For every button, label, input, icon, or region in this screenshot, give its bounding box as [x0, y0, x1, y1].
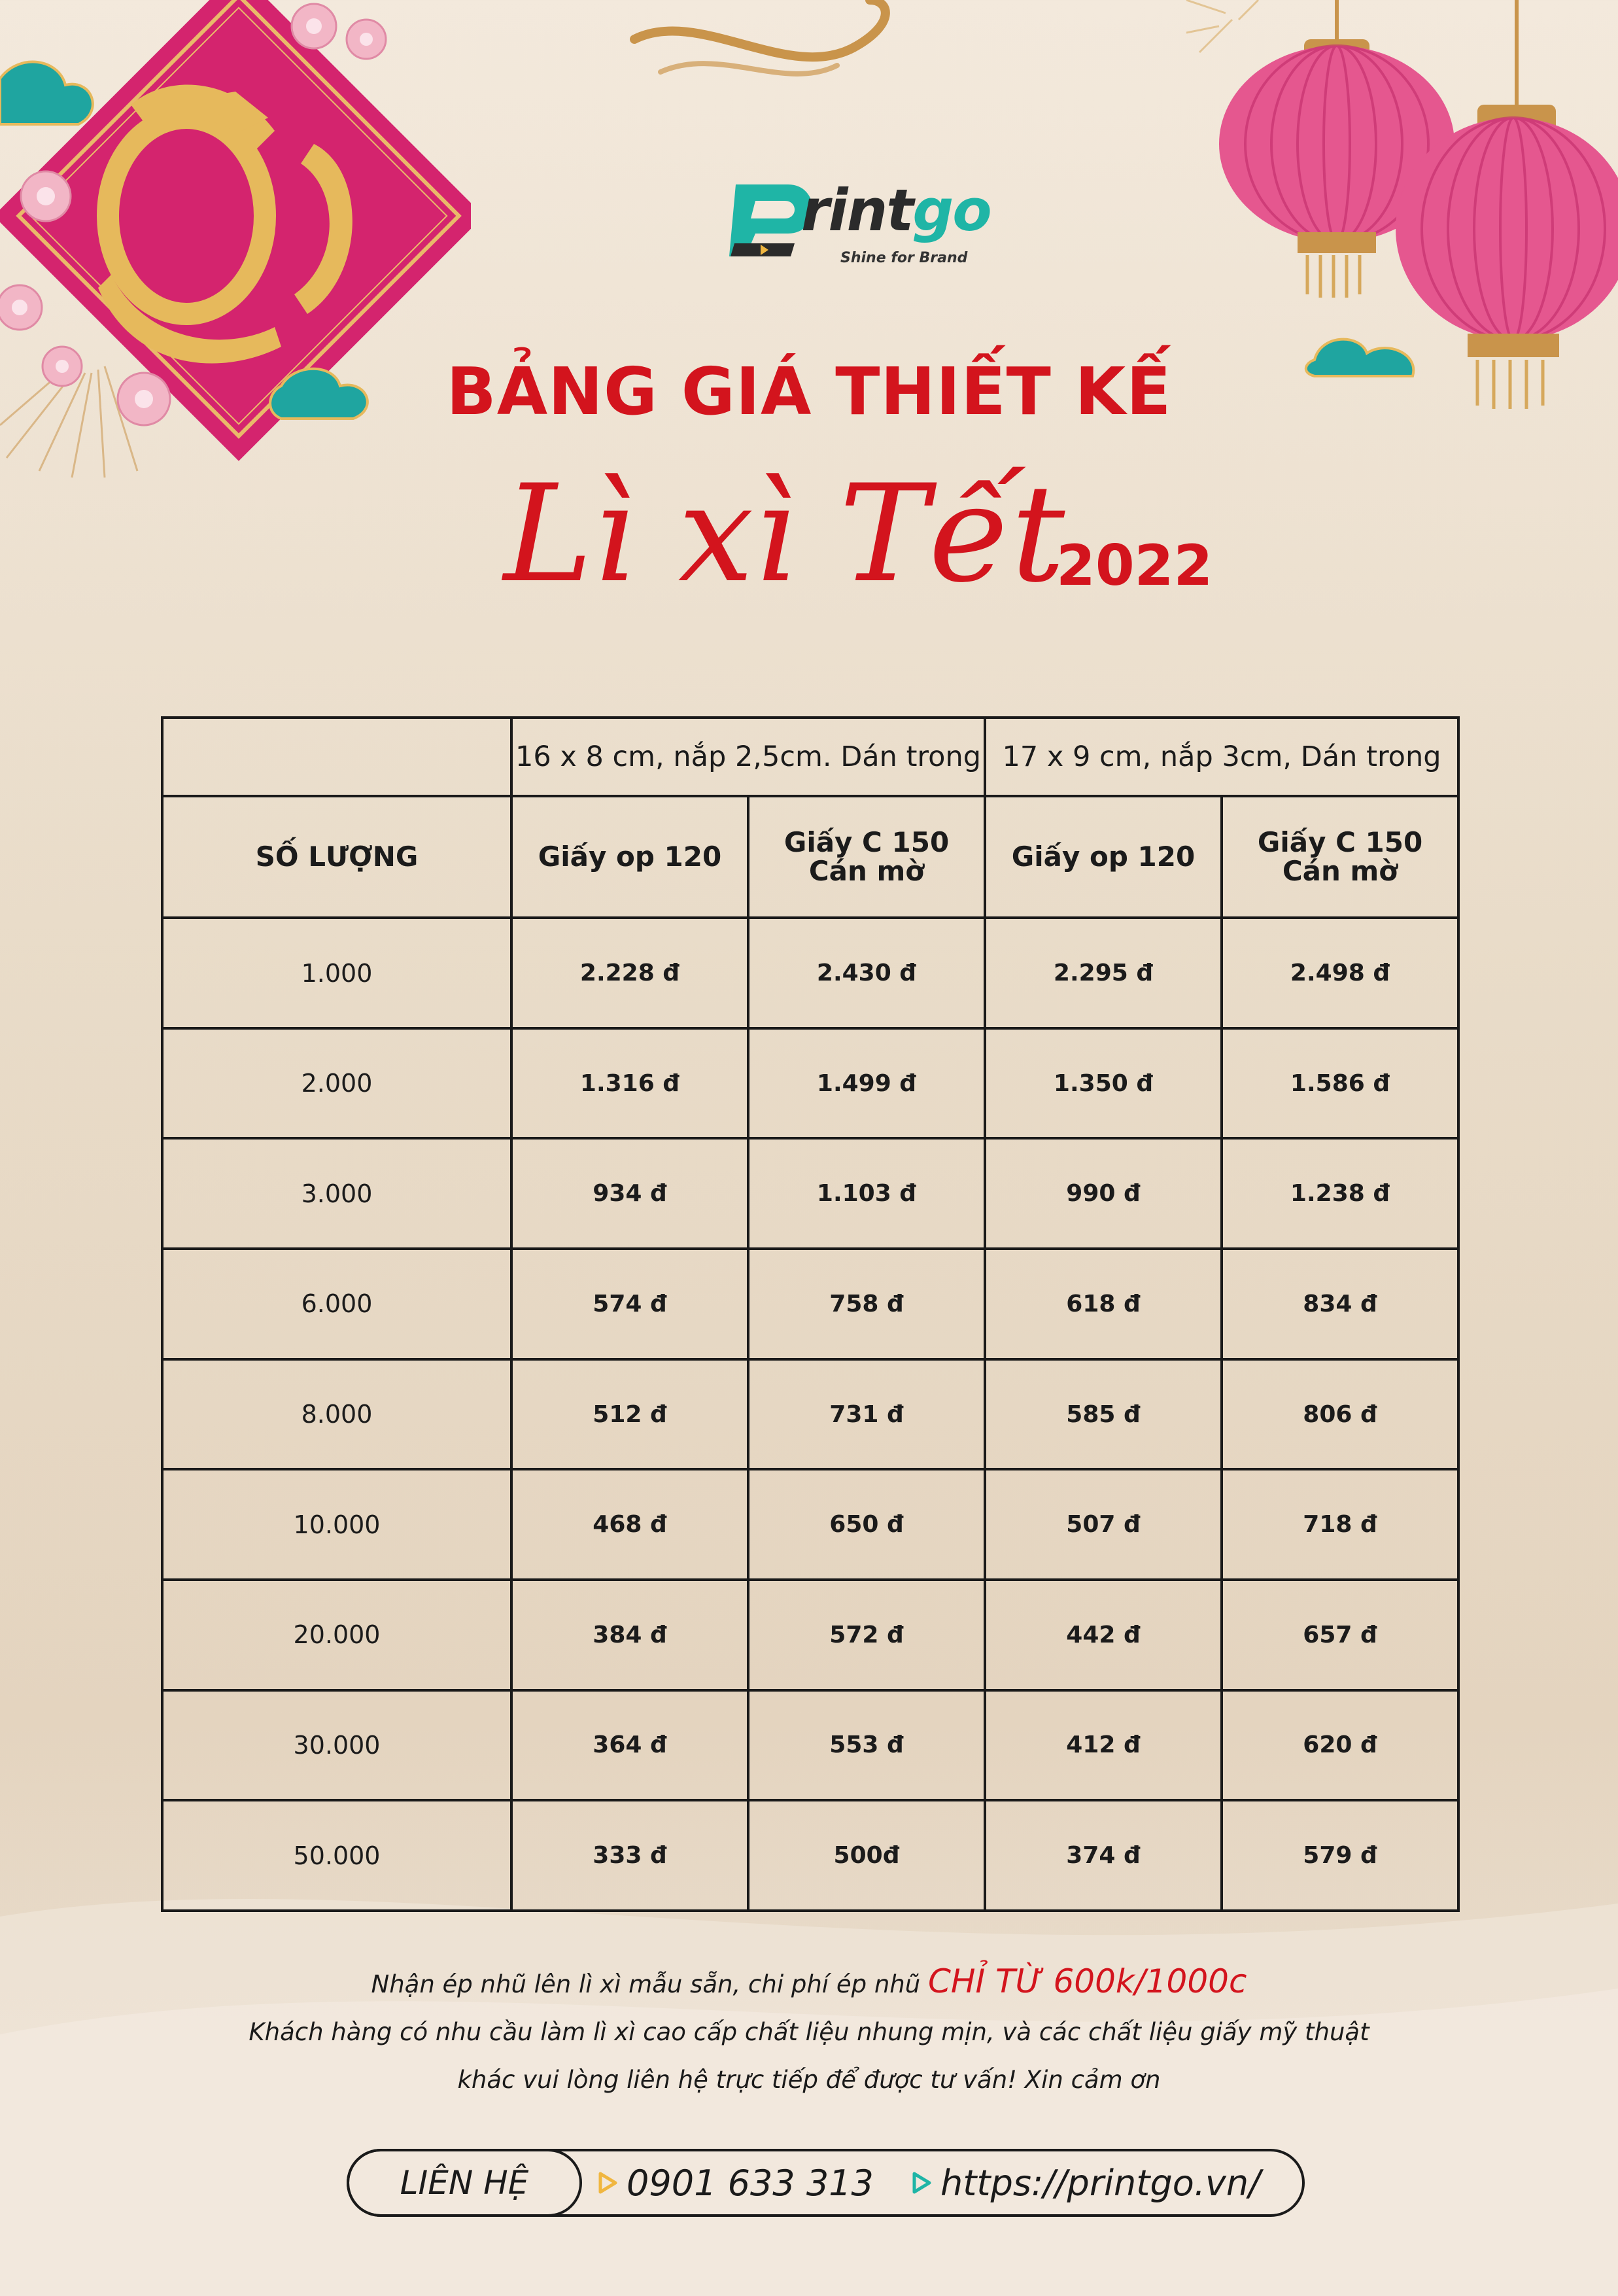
price-cell: 1.350 đ	[985, 1028, 1222, 1139]
price-cell: 650 đ	[748, 1469, 985, 1580]
price-cell: 442 đ	[985, 1580, 1222, 1690]
price-cell: 384 đ	[511, 1580, 748, 1690]
play-icon	[598, 2172, 617, 2194]
price-cell: 2.295 đ	[985, 918, 1222, 1028]
price-cell: 1.103 đ	[748, 1138, 985, 1249]
quantity-cell: 8.000	[162, 1359, 511, 1470]
price-cell: 657 đ	[1222, 1580, 1458, 1690]
note-foil-text: Nhận ép nhũ lên lì xì mẫu sẵn, chi phí ép nhũ	[371, 1970, 921, 1998]
script-subtitle: Lì xì Tết	[504, 457, 1065, 612]
price-cell: 574 đ	[511, 1249, 748, 1359]
price-cell: 1.238 đ	[1222, 1138, 1458, 1249]
quantity-cell: 10.000	[162, 1469, 511, 1580]
paper-header	[985, 796, 1222, 918]
price-cell: 1.499 đ	[748, 1028, 985, 1139]
group-header-17x9: 17 x 9 cm, nắp 3cm, Dán trong	[985, 718, 1458, 796]
play-icon	[912, 2172, 931, 2194]
price-cell: 718 đ	[1222, 1469, 1458, 1580]
table-row	[162, 1028, 1458, 1139]
table-row	[162, 1580, 1458, 1690]
price-cell: 620 đ	[1222, 1690, 1458, 1801]
price-cell: 2.430 đ	[748, 918, 985, 1028]
table-group-header-row	[162, 718, 1458, 796]
quantity-cell: 3.000	[162, 1138, 511, 1249]
paper-header-line: Giấy op 120	[538, 841, 722, 873]
price-cell: 834 đ	[1222, 1249, 1458, 1359]
quantity-header: SỐ LƯỢNG	[162, 796, 511, 918]
quantity-cell: 1.000	[162, 918, 511, 1028]
contact-bar	[347, 2149, 1305, 2217]
table-row	[162, 1469, 1458, 1580]
logo-word-accent: go	[912, 177, 991, 244]
note-foil-price-highlight: CHỈ TỪ 600k/1000c	[927, 1962, 1247, 2000]
price-cell: 468 đ	[511, 1469, 748, 1580]
table-paper-header-row	[162, 796, 1458, 918]
contact-website-link[interactable]	[912, 2151, 1260, 2214]
table-row	[162, 1690, 1458, 1801]
price-cell: 374 đ	[985, 1800, 1222, 1911]
note-premium-line1: Khách hàng có nhu cầu làm lì xì cao cấp chất liệu nhung mịn, và các chất liệu giấy mỹ thuật	[249, 2018, 1369, 2046]
quantity-cell: 50.000	[162, 1800, 511, 1911]
price-cell: 1.586 đ	[1222, 1028, 1458, 1139]
price-cell: 806 đ	[1222, 1359, 1458, 1470]
price-cell: 2.498 đ	[1222, 918, 1458, 1028]
table-row	[162, 1359, 1458, 1470]
table-empty-corner	[162, 718, 511, 796]
price-cell: 1.316 đ	[511, 1028, 748, 1139]
gold-swirl-decoration	[621, 0, 909, 98]
quantity-cell: 6.000	[162, 1249, 511, 1359]
paper-header	[748, 796, 985, 918]
contact-label: LIÊN HỆ	[347, 2149, 582, 2217]
price-cell: 512 đ	[511, 1359, 748, 1470]
website-url: https://printgo.vn/	[940, 2162, 1261, 2204]
price-cell: 2.228 đ	[511, 918, 748, 1028]
quantity-cell: 30.000	[162, 1690, 511, 1801]
price-cell: 553 đ	[748, 1690, 985, 1801]
group-header-16x8: 16 x 8 cm, nắp 2,5cm. Dán trong	[511, 718, 985, 796]
quantity-cell: 20.000	[162, 1580, 511, 1690]
year-label: 2022	[1056, 533, 1213, 599]
logo-word-main: rint	[801, 177, 913, 244]
tiger-ornament	[0, 0, 471, 536]
table-row	[162, 1800, 1458, 1911]
table-row	[162, 1138, 1458, 1249]
page-title: BẢNG GIÁ THIẾT KẾ	[446, 353, 1172, 430]
price-cell: 934 đ	[511, 1138, 748, 1249]
phone-number: 0901 633 313	[627, 2162, 874, 2204]
paper-header-line: Giấy C 150	[1257, 826, 1423, 859]
paper-header	[1222, 796, 1458, 918]
price-cell: 333 đ	[511, 1800, 748, 1911]
paper-header	[511, 796, 748, 918]
table-row	[162, 918, 1458, 1028]
paper-header-line: Cán mờ	[808, 855, 925, 888]
price-cell: 364 đ	[511, 1690, 748, 1801]
price-cell: 758 đ	[748, 1249, 985, 1359]
quantity-cell: 2.000	[162, 1028, 511, 1139]
table-row	[162, 1249, 1458, 1359]
paper-header-line: Giấy C 150	[783, 826, 950, 859]
price-table	[161, 716, 1460, 1912]
paper-header-line: Giấy op 120	[1011, 841, 1196, 873]
price-cell: 731 đ	[748, 1359, 985, 1470]
price-cell: 507 đ	[985, 1469, 1222, 1580]
note-foil-stamping	[0, 1962, 1618, 2000]
price-cell: 618 đ	[985, 1249, 1222, 1359]
paper-header-line: Cán mờ	[1282, 855, 1398, 888]
price-cell: 990 đ	[985, 1138, 1222, 1249]
printgo-logo	[729, 171, 1037, 270]
logo-tagline: Shine for Brand	[840, 250, 968, 266]
price-cell: 572 đ	[748, 1580, 985, 1690]
price-cell: 585 đ	[985, 1359, 1222, 1470]
contact-phone[interactable]	[598, 2151, 874, 2214]
note-premium-line2: khác vui lòng liên hệ trực tiếp để được tư vấn! Xin cảm ơn	[457, 2066, 1161, 2094]
price-cell: 579 đ	[1222, 1800, 1458, 1911]
price-cell: 412 đ	[985, 1690, 1222, 1801]
price-cell: 500đ	[748, 1800, 985, 1911]
logo-wordmark	[801, 177, 991, 244]
